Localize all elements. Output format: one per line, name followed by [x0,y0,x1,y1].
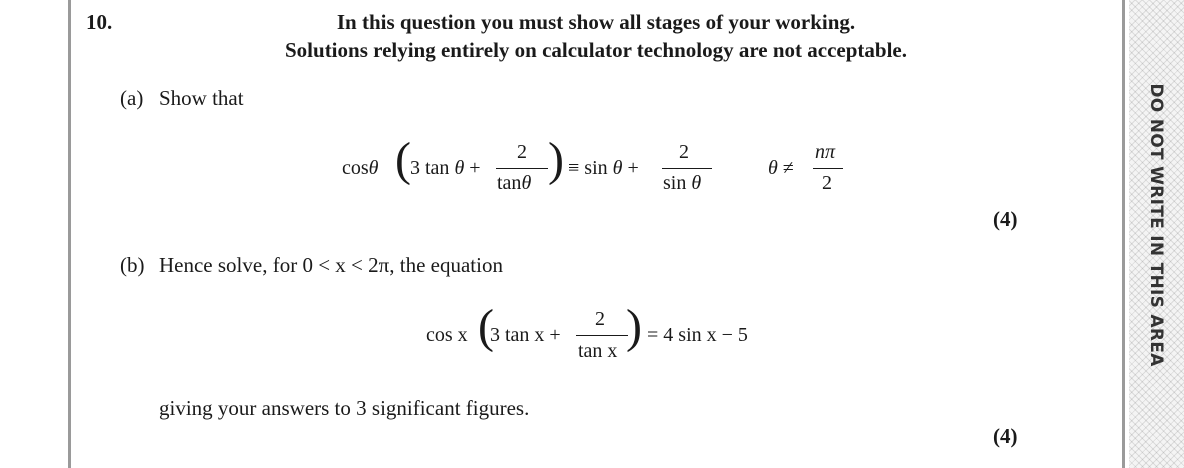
identity-frac-numerator: 2 [517,141,527,163]
part-a-prompt: Show that [159,86,244,110]
part-b-marks: (4) [993,424,1018,448]
identity-lhs-cos: cosθ [342,157,379,179]
identity-rhs-frac-denominator: sin θ [663,172,702,194]
question-number: 10. [86,10,113,34]
equation-frac-numerator: 2 [595,308,605,330]
identity-left-paren: ( [395,133,411,186]
identity-rhs: ≡ sin θ + [568,157,639,179]
right-margin-rule [1122,0,1125,468]
equation-frac-bar [576,335,628,336]
left-margin-rule [68,0,71,468]
equation-frac-denominator: tan x [578,340,618,362]
part-a-marks: (4) [993,207,1018,231]
equation-right-paren: ) [626,300,642,353]
instruction-line-1: In this question you must show all stages of your working. [336,10,856,34]
identity-rhs-frac-numerator: 2 [679,141,689,163]
condition-frac-bar [813,168,843,169]
identity-inner-term: 3 tan θ + [410,157,481,179]
equation-lhs-cos: cos x [426,324,468,346]
equation-rhs: = 4 sin x − 5 [647,324,748,346]
instruction-line-2: Solutions relying entirely on calculator technology are not acceptable. [285,38,907,62]
equation-inner-term: 3 tan x + [490,324,561,346]
part-a-label: (a) [120,86,144,110]
identity-condition: θ ≠ [768,157,794,179]
part-b-prompt: Hence solve, for 0 < x < 2π, the equation [159,253,503,277]
condition-numerator: nπ [815,141,836,163]
identity-frac-denominator: tanθ [497,172,532,194]
identity-right-paren: ) [548,133,564,186]
identity-frac-bar [496,168,548,169]
part-b-closing: giving your answers to 3 significant figures. [159,396,530,420]
identity-rhs-frac-bar [662,168,712,169]
equation-left-paren: ( [478,300,494,353]
part-b-label: (b) [120,253,145,277]
margin-warning-text: DO NOT WRITE IN THIS AREA [1146,83,1166,367]
condition-denominator: 2 [822,172,832,194]
